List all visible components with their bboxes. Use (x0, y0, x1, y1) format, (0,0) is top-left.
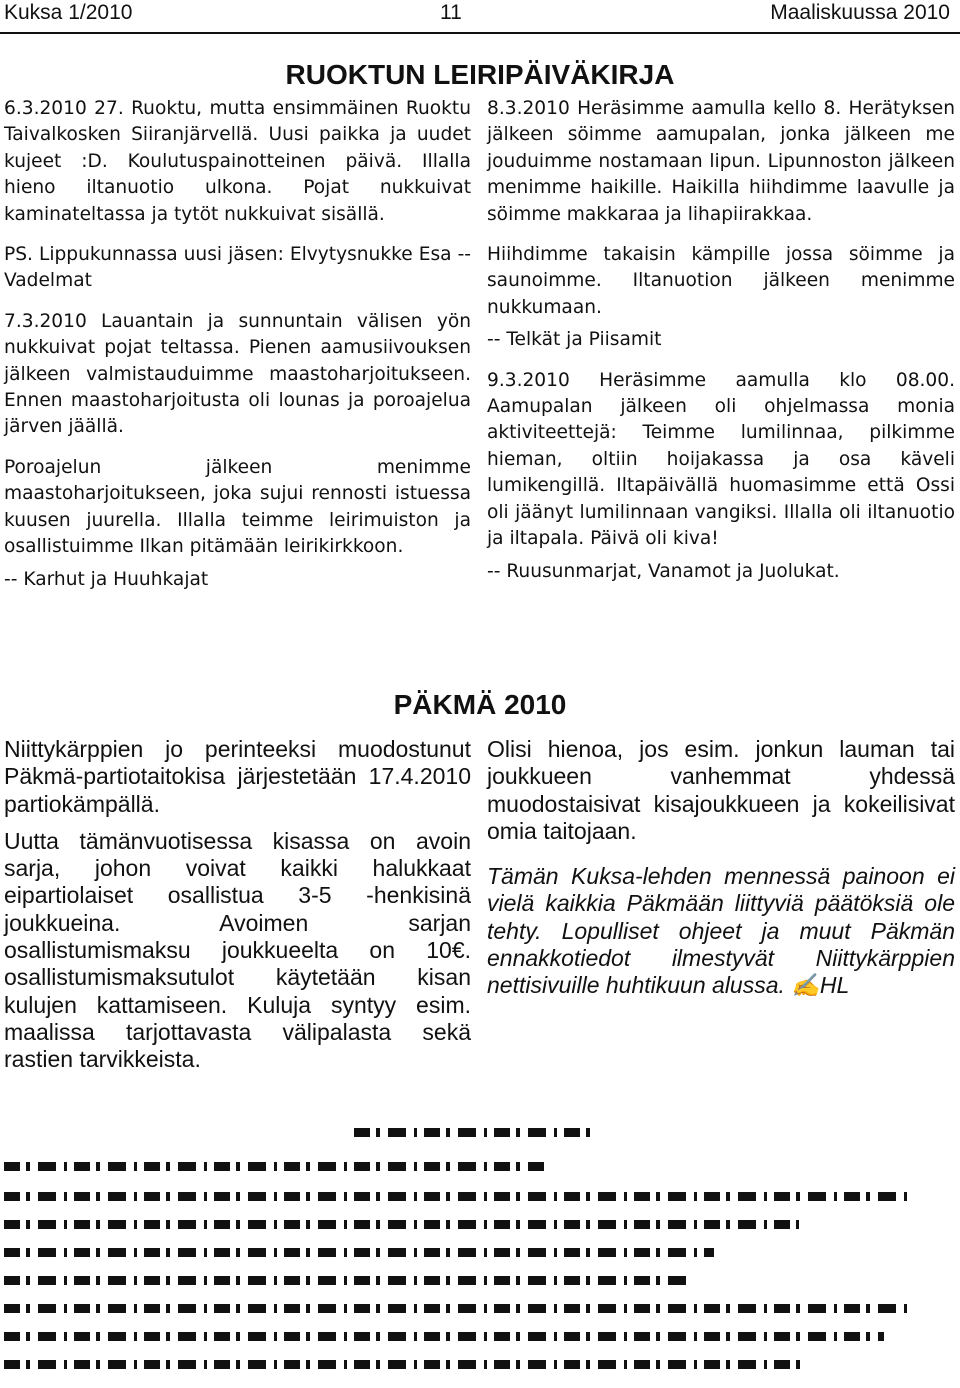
article-title-pakma: PÄKMÄ 2010 (393, 689, 567, 720)
diary-signature: -- Telkät ja Piisamit (487, 329, 662, 351)
diary-entry: Poroajelun jälkeen menimme maastoharjoitukseen, joka sujui rennosti istuessa kuusen juurella. Illalla teimme leirimuiston ja osallistuimme Ilkan pitämään leirikirkkoon. (4, 456, 471, 558)
pakma-left-column (4, 736, 471, 1084)
pakma-paragraph: Uutta tämänvuotisessa kisassa on avoin sarja, johon voivat kaikki halukkaat eipartiolaiset osallistua 3-5 -henkisinä joukkueina. Avoimen sarjan osallistumismaksu joukkueelta on 10€. osallistumismaksutulot käytetään kisan kulujen kattamiseen. Kuluja syntyy esim. maalissa tarjottavasta välipalasta sekä rastien tarvikkeista. (4, 827, 471, 1073)
garbled-line (4, 1360, 804, 1369)
diary-entry: 9.3.2010 Heräsimme aamulla klo 08.00. Aamupalan jälkeen oli ohjelmassa monia aktiviteettejä: Teimme lumilinnaa, pilkimme hieman, oltiin hoijakassa ja osa käveli lumikengillä. Iltapäivällä huomasimme että Ossi oli jäänyt lumilinnaan vangiksi. Illalla oli iltanuotio ja iltapala. Päivä oli kiva! (487, 369, 955, 550)
header-left-issue: Kuksa 1/2010 (4, 1, 133, 24)
diary-left-column (4, 96, 471, 607)
garbled-line (4, 1332, 884, 1341)
garbled-line (4, 1248, 714, 1257)
garbled-line (354, 1128, 594, 1137)
diary-entry: PS. Lippukunnassa uusi jäsen: Elvytysnukke Esa -- Vadelmat (4, 244, 471, 292)
diary-entry: 8.3.2010 Heräsimme aamulla kello 8. Herätyksen jälkeen söimme aamupalan, jonka jälkeen me jouduimme nostamaan lipun. Lipunnoston jälkeen menimme haikille. Haikilla hiihdimme laavulle ja söimme makkaraa ja lihapiirakkaa. (487, 98, 955, 225)
garbled-line (4, 1162, 544, 1171)
garbled-line (4, 1276, 694, 1285)
garbled-text-block (4, 1124, 960, 1386)
diary-signature: -- Karhut ja Huuhkajat (4, 568, 209, 590)
header-right-date: Maaliskuussa 2010 (770, 1, 950, 24)
article-title-leiripaivakirja: RUOKTUN LEIRIPÄIVÄKIRJA (285, 59, 675, 90)
garbled-line (4, 1304, 914, 1313)
pakma-paragraph: Niittykärppien jo perinteeksi muodostunut Päkmä-partiotaitokisa järjestetään 17.4.2010 partiokämpällä. (4, 736, 471, 817)
diary-entry: 6.3.2010 27. Ruoktu, mutta ensimmäinen Ruoktu Taivalkosken Siiranjärvellä. Uusi paikka ja uudet kujeet :D. Koulutuspainotteinen päivä. Illalla hieno iltanuotio ulkona. Pojat nukkuivat kaminateltassa ja tytöt nukkuivat sisällä. (4, 98, 471, 225)
diary-entry: Hiihdimme takaisin kämpille jossa söimme ja saunoimme. Iltanuotion jälkeen menimme nukkumaan. (487, 244, 955, 318)
garbled-line (4, 1220, 799, 1229)
header-rule (0, 32, 960, 34)
diary-signature: -- Ruusunmarjat, Vanamot ja Juolukat. (487, 560, 840, 582)
diary-entry: 7.3.2010 Lauantain ja sunnuntain välisen yön nukkuivat pojat teltassa. Pienen aamusiivouksen jälkeen valmistauduimme maastoharjoitukseen. Ennen maastoharjoitusta oli lounas ja poroajelua järven jäällä. (4, 310, 471, 438)
garbled-line (4, 1192, 909, 1201)
pakma-right-column (487, 736, 955, 1010)
diary-right-column (487, 96, 955, 599)
header-page-number: 11 (440, 1, 462, 24)
pakma-paragraph: Olisi hienoa, jos esim. jonkun lauman tai joukkueen vanhemmat yhdessä muodostaisivat kisajoukkueen ja kokeilisivat omia taitojaan. (487, 736, 955, 844)
pakma-paragraph-italic: Tämän Kuksa-lehden mennessä painoon ei vielä kaikkia Päkmään liittyviä päätöksiä ole tehty. Lopulliset ohjeet ja muut Päkmän ennakkotiedot ilmestyvät Niittykärppien nettisivuille huhtikuun alussa. ✍HL (487, 863, 955, 999)
